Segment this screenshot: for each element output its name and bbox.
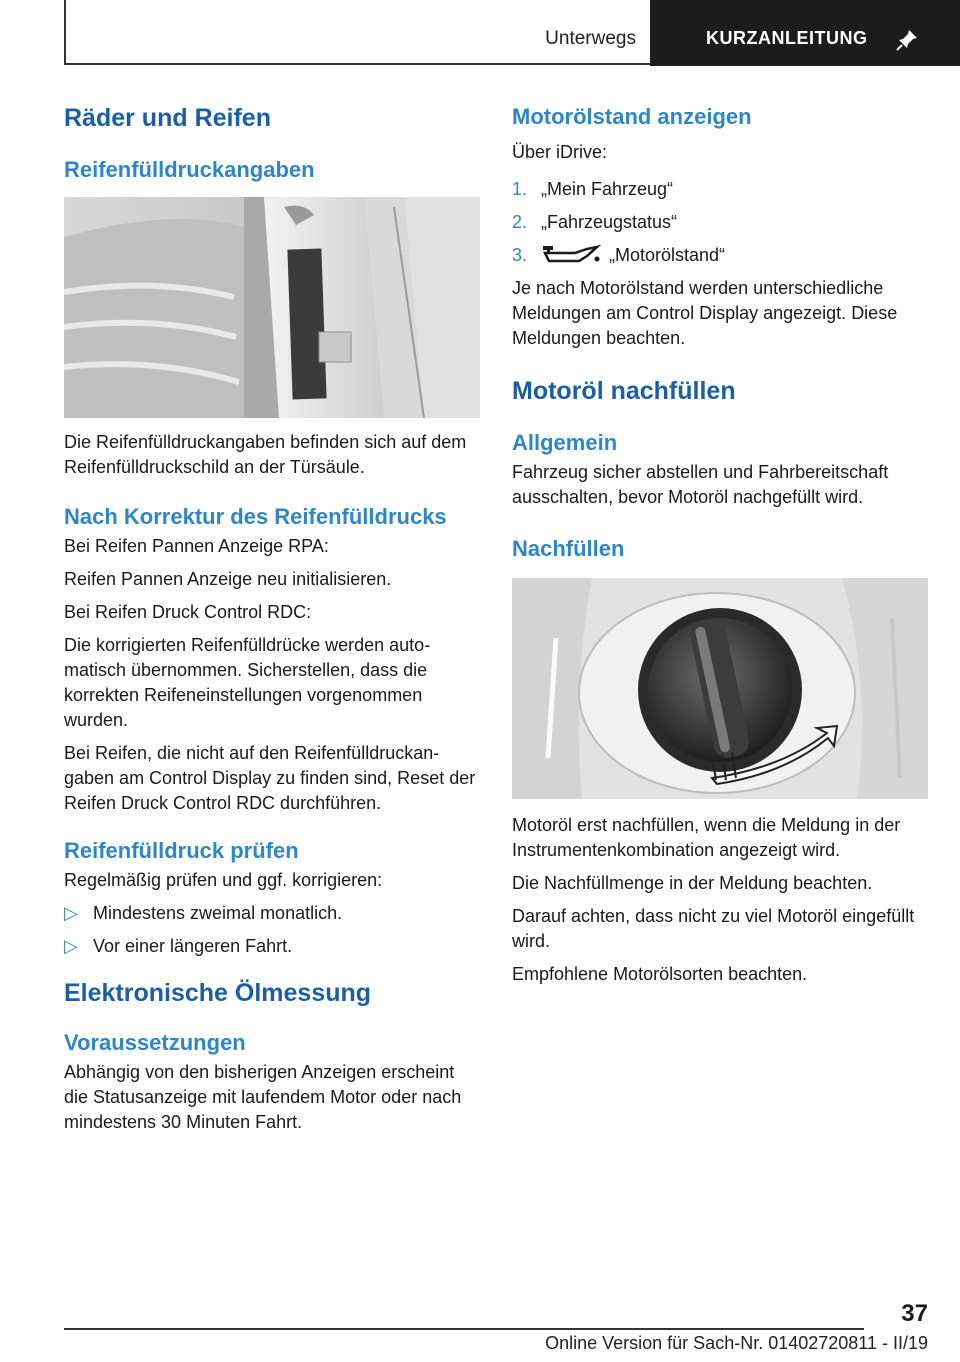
para-voraussetzungen: Abhängig von den bisherigen Anzeigen erscheint die Statusanzeige mit laufendem Motor oder nach mindestens 30 Minuten Fahrt.: [64, 1062, 462, 1132]
para-rdc: Bei Reifen Druck Control RDC:: [64, 602, 312, 622]
bullet-list: [64, 901, 480, 959]
footer-online-version: Online Version für Sach-Nr. 01402720811 - II/19: [545, 1333, 928, 1353]
step-list: [512, 177, 928, 268]
heading-reifenfuelldruckangaben: Reifenfülldruckangaben: [64, 157, 315, 182]
heading-allgemein: Allgemein: [512, 430, 618, 455]
header-rule-bottom: [64, 63, 650, 65]
para-allgemein: Fahrzeug sicher abstellen und Fahrbereitschaft ausschalten, bevor Motoröl nachgefüllt wird.: [512, 462, 889, 507]
oil-can-icon: [541, 243, 601, 265]
header-rule-left: [64, 0, 66, 64]
right-column: [512, 100, 928, 987]
para-reset: Bei Reifen, die nicht auf den Reifenfülldruckangaben am Control Display zu finden sind, Reset der Reifen Druck Control RDC durchführen.: [64, 743, 476, 813]
heading-nachfuellen: Nachfüllen: [512, 536, 625, 561]
header-section-title: Unterwegs: [545, 28, 636, 49]
heading-reifenfuelldruck-pruefen: Reifenfülldruck prüfen: [64, 838, 299, 863]
heading-elektronische-oelmessung: Elektronische Ölmessung: [64, 979, 372, 1007]
list-item: 1. „Mein Fahrzeug“: [512, 179, 674, 199]
triangle-bullet-icon: ▷: [64, 936, 78, 956]
heading-raeder-reifen: Räder und Reifen: [64, 104, 271, 132]
para-nachfuellmenge: Die Nachfüllmenge in der Meldung beachten.: [512, 873, 873, 893]
left-column: [64, 100, 480, 1135]
para-rpa: Bei Reifen Pannen Anzeige RPA:: [64, 536, 329, 556]
list-item: 2. „Fahrzeugstatus“: [512, 212, 678, 232]
para-erst-nachfuellen: Motoröl erst nachfüllen, wenn die Meldung in der Instrumentenkombination angezeigt wird.: [512, 815, 901, 860]
triangle-bullet-icon: ▷: [64, 903, 78, 923]
list-item: ▷ Mindestens zweimal monatlich.: [64, 901, 480, 926]
heading-motoroelstand-anzeigen: Motorölstand anzeigen: [512, 104, 752, 129]
para-rdc-auto: Die korrigierten Reifenfülldrücke werden automatisch übernommen. Sicherstellen, dass die korrekten Reifeneinstellungen vorgenommen wurden.: [64, 635, 431, 730]
heading-nach-korrektur: Nach Korrektur des Reifenfülldrucks: [64, 504, 447, 529]
list-item: 3. „Motorölstand“: [512, 245, 726, 265]
oil-cap-photo: [512, 578, 928, 799]
para-idrive: Über iDrive:: [512, 142, 608, 162]
para-rpa-init: Reifen Pannen Anzeige neu initialisieren.: [64, 569, 392, 589]
para-meldungen: Je nach Motorölstand werden unterschiedliche Meldungen am Control Display angezeigt. Diese Meldungen beachten.: [512, 278, 898, 348]
para-motoroelsorten: Empfohlene Motorölsorten beachten.: [512, 964, 808, 984]
pin-icon: [894, 27, 920, 53]
header-chapter-title: KURZANLEITUNG: [706, 28, 868, 48]
heading-motoroel-nachfuellen: Motoröl nachfüllen: [512, 377, 736, 405]
heading-voraussetzungen: Voraussetzungen: [64, 1030, 246, 1055]
footer-rule: [64, 1328, 864, 1330]
para-pruefen: Regelmäßig prüfen und ggf. korrigieren:: [64, 870, 383, 890]
page-number: 37: [901, 1300, 928, 1327]
list-item: ▷ Vor einer längeren Fahrt.: [64, 934, 480, 959]
para-nicht-zu-viel: Darauf achten, dass nicht zu viel Motoröl eingefüllt wird.: [512, 906, 915, 951]
para-angaben: Die Reifenfülldruckangaben befinden sich auf dem Reifenfülldruckschild an der Türsäule.: [64, 432, 467, 477]
door-pillar-photo: [64, 197, 480, 418]
